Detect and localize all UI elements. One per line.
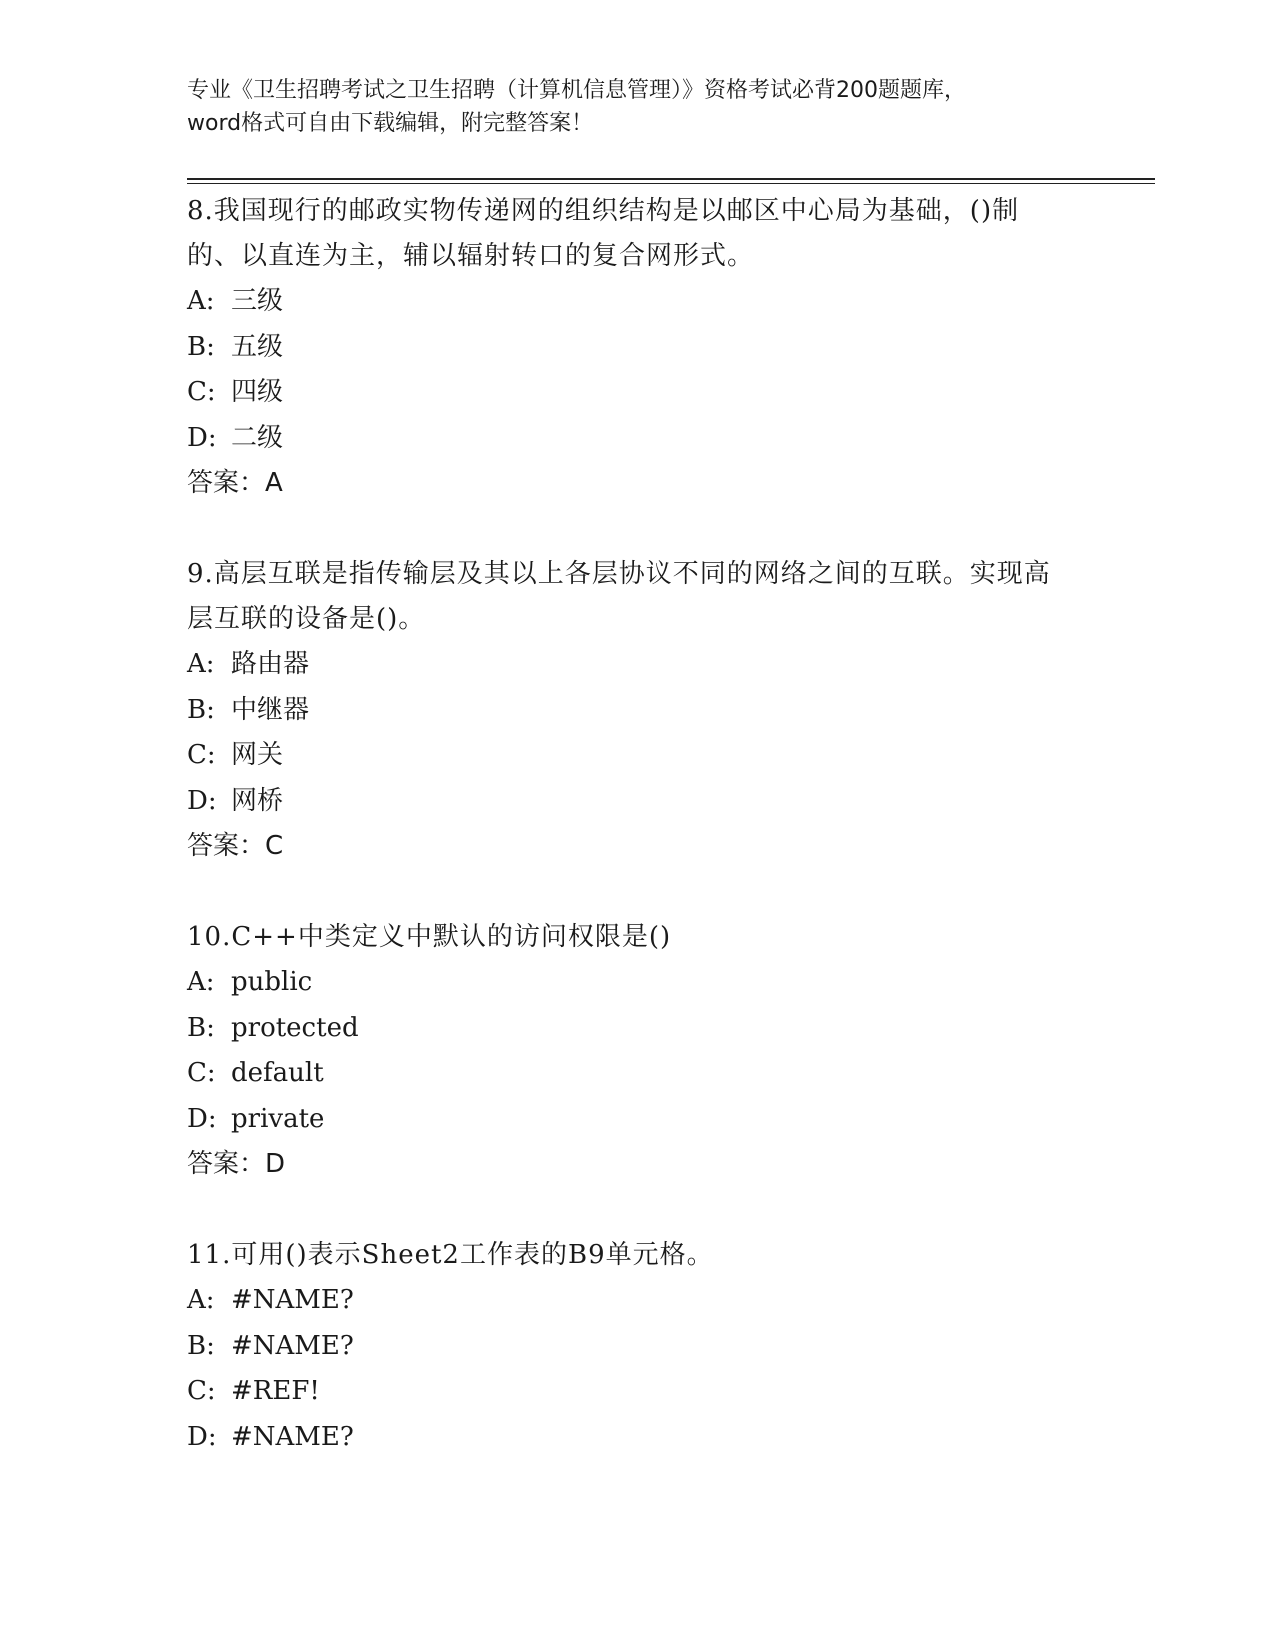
option-text: #REF! [231,1376,320,1406]
option-b [187,1324,1067,1370]
option-text: #NAME? [231,1421,354,1452]
document-header [187,74,1087,140]
option-text: 网桥 [231,785,284,816]
answer-text: 答案：C [187,831,284,861]
option-text: #NAME? [231,1285,354,1315]
question-item [187,915,1067,1187]
option-d [187,779,1067,825]
option-d [187,1415,1067,1461]
option-b [187,1006,1067,1052]
header-title-line-2: word格式可自由下载编辑，附完整答案！ [187,111,594,136]
option-text: 五级 [231,331,284,362]
option-text: default [231,1058,324,1088]
option-b [187,325,1067,371]
question-item [187,552,1067,869]
question-text: 10.C++中类定义中默认的访问权限是() [187,922,672,952]
option-text: 二级 [231,422,284,453]
answer-text: 答案：A [187,468,283,498]
option-d [187,416,1067,462]
option-letter: A: [187,649,215,679]
option-text: 路由器 [231,649,310,679]
option-letter: C: [187,377,216,407]
option-c [187,733,1067,779]
option-text: 四级 [231,377,284,407]
option-letter: A: [187,286,215,316]
answer-text: 答案：D [187,1149,286,1179]
option-a [187,279,1067,325]
question-text: 9.高层互联是指传输层及其以上各层协议不同的网络之间的互联。实现高层互联的设备是()。 [187,559,1051,634]
option-text: 网关 [231,740,284,770]
question-text: 11.可用()表示Sheet2工作表的B9单元格。 [187,1240,714,1270]
option-a [187,642,1067,688]
option-letter: D: [187,1103,217,1134]
option-b [187,688,1067,734]
header-divider-thin [187,183,1155,184]
question-item [187,189,1067,506]
option-letter: B: [187,1330,215,1361]
option-letter: D: [187,1421,217,1452]
option-letter: A: [187,1285,215,1315]
question-list [187,189,1067,1506]
option-c [187,1051,1067,1097]
question-text: 8.我国现行的邮政实物传递网的组织结构是以邮区中心局为基础，()制的、以直连为主，辅以辐射转口的复合网形式。 [187,196,1020,271]
option-a [187,960,1067,1006]
question-item [187,1233,1067,1460]
option-c [187,370,1067,416]
option-d [187,1097,1067,1143]
option-a [187,1278,1067,1324]
option-letter: D: [187,422,217,453]
option-text: protected [231,1012,359,1043]
option-text: 三级 [231,286,284,316]
option-text: 中继器 [231,694,310,725]
option-c [187,1369,1067,1415]
option-letter: C: [187,1376,216,1406]
option-letter: B: [187,1012,215,1043]
option-letter: A: [187,967,215,997]
option-letter: B: [187,694,215,725]
option-letter: D: [187,785,217,816]
header-divider-thick [187,178,1155,180]
option-letter: C: [187,740,216,770]
option-letter: C: [187,1058,216,1088]
option-text: #NAME? [231,1330,354,1361]
option-text: public [231,967,313,997]
option-text: private [231,1103,325,1134]
header-title-line-1: 专业《卫生招聘考试之卫生招聘（计算机信息管理）》资格考试必背200题题库， [187,78,966,103]
option-letter: B: [187,331,215,362]
